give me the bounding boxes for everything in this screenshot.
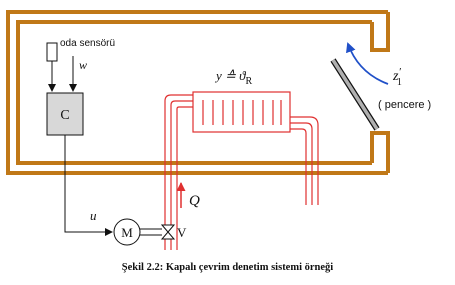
valve — [162, 225, 174, 239]
q-label: Q — [189, 193, 200, 209]
window-pane — [333, 60, 377, 129]
radiator — [193, 92, 290, 132]
figure-caption: Şekil 2.2: Kapalı çevrim denetim sistemi örneği — [121, 262, 334, 273]
u-label: u — [90, 208, 97, 223]
controller-label: C — [60, 108, 70, 123]
setpoint-label: w — [79, 58, 88, 72]
disturbance-label: z′ 1 — [393, 66, 402, 88]
sensor-box — [47, 43, 57, 61]
valve-label: V — [177, 225, 187, 240]
room-temperature-label: y ≙ $ϑ_R$ — [216, 68, 253, 87]
control-signal-line — [65, 135, 112, 232]
window-label: ( pencere ) — [378, 99, 432, 111]
sensor-label: oda sensörü — [60, 38, 116, 49]
motor-label: M — [121, 225, 133, 240]
